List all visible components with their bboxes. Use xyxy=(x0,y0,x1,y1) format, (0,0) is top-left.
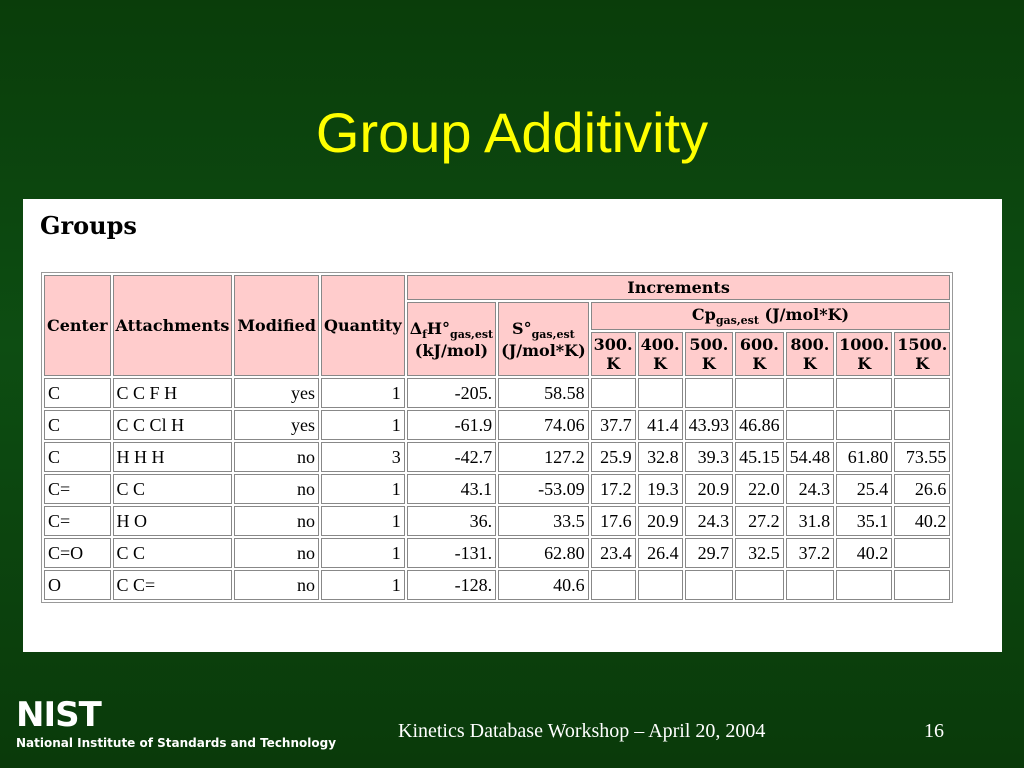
cell-cp: 35.1 xyxy=(836,506,892,536)
cell-cp: 26.4 xyxy=(638,538,683,568)
cell-cp: 41.4 xyxy=(638,410,683,440)
cell-quantity: 1 xyxy=(321,410,405,440)
cell-cp: 45.15 xyxy=(735,442,784,472)
header-temp xyxy=(638,332,683,376)
cell-cp: 32.5 xyxy=(735,538,784,568)
cell-attachments: C C xyxy=(113,538,233,568)
cell-quantity: 1 xyxy=(321,506,405,536)
header-quantity: Quantity xyxy=(321,275,405,376)
cell-cp xyxy=(894,410,950,440)
table-row xyxy=(44,474,950,504)
cell-cp xyxy=(786,410,835,440)
cell-enthalpy: 43.1 xyxy=(407,474,496,504)
cell-cp: 17.6 xyxy=(591,506,636,536)
cell-modified: no xyxy=(234,506,319,536)
temp-unit: K xyxy=(752,354,767,374)
cell-cp xyxy=(786,570,835,600)
temp-value: 400. xyxy=(640,335,680,355)
cell-enthalpy: -205. xyxy=(407,378,496,408)
table-row xyxy=(44,410,950,440)
cell-cp xyxy=(591,570,636,600)
cell-cp xyxy=(638,378,683,408)
cell-cp: 29.7 xyxy=(685,538,734,568)
groups-panel xyxy=(23,199,1002,652)
cell-modified: yes xyxy=(234,410,319,440)
footer-text: Kinetics Database Workshop – April 20, 2004 xyxy=(398,720,766,742)
cell-entropy: 127.2 xyxy=(498,442,589,472)
cell-enthalpy: -61.9 xyxy=(407,410,496,440)
temp-value: 1000. xyxy=(839,335,890,355)
temp-unit: K xyxy=(606,354,621,374)
cell-cp xyxy=(591,378,636,408)
temp-value: 300. xyxy=(593,335,633,355)
cell-cp: 54.48 xyxy=(786,442,835,472)
cell-cp xyxy=(836,378,892,408)
nist-logo xyxy=(16,696,120,734)
cell-cp: 40.2 xyxy=(894,506,950,536)
header-enthalpy xyxy=(407,302,496,376)
cell-entropy: 62.80 xyxy=(498,538,589,568)
header-center: Center xyxy=(44,275,111,376)
cell-cp xyxy=(685,378,734,408)
cell-cp: 37.2 xyxy=(786,538,835,568)
slide-title: Group Additivity xyxy=(315,101,709,164)
cell-cp xyxy=(836,410,892,440)
cell-attachments: H O xyxy=(113,506,233,536)
cell-cp: 25.4 xyxy=(836,474,892,504)
cell-attachments: C C Cl H xyxy=(113,410,233,440)
cell-center: C xyxy=(44,442,111,472)
table-row xyxy=(44,538,950,568)
table-row xyxy=(44,442,950,472)
groups-heading: Groups xyxy=(40,211,137,240)
cell-cp: 73.55 xyxy=(894,442,950,472)
temp-value: 600. xyxy=(739,335,779,355)
cell-cp: 32.8 xyxy=(638,442,683,472)
cell-cp xyxy=(638,570,683,600)
cell-center: O xyxy=(44,570,111,600)
cell-cp xyxy=(894,570,950,600)
cell-cp: 27.2 xyxy=(735,506,784,536)
cell-entropy: 74.06 xyxy=(498,410,589,440)
cell-enthalpy: -42.7 xyxy=(407,442,496,472)
cp-unit: (J/mol*K) xyxy=(764,305,850,324)
cell-modified: no xyxy=(234,570,319,600)
temp-value: 800. xyxy=(790,335,830,355)
cell-quantity: 1 xyxy=(321,538,405,568)
cell-modified: no xyxy=(234,538,319,568)
cell-modified: no xyxy=(234,474,319,504)
cell-cp: 46.86 xyxy=(735,410,784,440)
cell-cp: 24.3 xyxy=(786,474,835,504)
cell-cp: 39.3 xyxy=(685,442,734,472)
cell-entropy: 58.58 xyxy=(498,378,589,408)
cell-modified: no xyxy=(234,442,319,472)
header-temp xyxy=(786,332,835,376)
cell-cp xyxy=(836,570,892,600)
cell-cp: 25.9 xyxy=(591,442,636,472)
temp-value: 500. xyxy=(689,335,729,355)
enthalpy-symbol: H° xyxy=(426,318,451,338)
cell-cp xyxy=(735,378,784,408)
cell-entropy: -53.09 xyxy=(498,474,589,504)
cell-cp: 19.3 xyxy=(638,474,683,504)
table-row xyxy=(44,570,950,600)
groups-table xyxy=(41,272,953,603)
header-entropy xyxy=(498,302,589,376)
header-temp xyxy=(894,332,950,376)
cell-enthalpy: -131. xyxy=(407,538,496,568)
cell-cp: 17.2 xyxy=(591,474,636,504)
cell-center: C= xyxy=(44,474,111,504)
enthalpy-sub-f: f xyxy=(422,327,427,341)
temp-unit: K xyxy=(802,354,817,374)
cell-attachments: C C F H xyxy=(113,378,233,408)
cell-center: C xyxy=(44,410,111,440)
cell-entropy: 33.5 xyxy=(498,506,589,536)
header-attachments: Attachments xyxy=(113,275,233,376)
cell-center: C xyxy=(44,378,111,408)
cell-cp xyxy=(894,378,950,408)
nist-logo-icon xyxy=(16,696,120,730)
header-temp xyxy=(591,332,636,376)
header-increments: Increments xyxy=(407,275,951,300)
cell-quantity: 3 xyxy=(321,442,405,472)
header-temp xyxy=(836,332,892,376)
header-modified: Modified xyxy=(234,275,319,376)
cell-cp: 23.4 xyxy=(591,538,636,568)
cell-cp: 26.6 xyxy=(894,474,950,504)
entropy-unit: (J/mol*K) xyxy=(501,340,586,360)
entropy-sub: gas,est xyxy=(531,327,575,341)
cell-attachments: C C xyxy=(113,474,233,504)
cell-cp xyxy=(786,378,835,408)
cell-cp xyxy=(685,570,734,600)
temp-value: 1500. xyxy=(897,335,948,355)
temp-unit: K xyxy=(701,354,716,374)
cell-modified: yes xyxy=(234,378,319,408)
org-name: National Institute of Standards and Technology xyxy=(16,736,337,750)
cell-cp: 37.7 xyxy=(591,410,636,440)
cell-center: C=O xyxy=(44,538,111,568)
header-temp xyxy=(735,332,784,376)
header-temp xyxy=(685,332,734,376)
cell-enthalpy: 36. xyxy=(407,506,496,536)
cell-attachments: H H H xyxy=(113,442,233,472)
table-row xyxy=(44,378,950,408)
cell-enthalpy: -128. xyxy=(407,570,496,600)
cell-quantity: 1 xyxy=(321,378,405,408)
enthalpy-unit: (kJ/mol) xyxy=(414,340,489,360)
cell-cp: 20.9 xyxy=(685,474,734,504)
cell-cp xyxy=(735,570,784,600)
cell-cp xyxy=(894,538,950,568)
header-heat-capacity xyxy=(591,302,951,330)
cell-quantity: 1 xyxy=(321,474,405,504)
cell-cp: 20.9 xyxy=(638,506,683,536)
temp-unit: K xyxy=(915,354,930,374)
cell-cp: 22.0 xyxy=(735,474,784,504)
cell-cp: 61.80 xyxy=(836,442,892,472)
enthalpy-sub: gas,est xyxy=(450,327,494,341)
cell-attachments: C C= xyxy=(113,570,233,600)
cell-quantity: 1 xyxy=(321,570,405,600)
cp-sub: gas,est xyxy=(715,314,759,328)
enthalpy-delta: Δ xyxy=(409,318,423,338)
cell-cp: 43.93 xyxy=(685,410,734,440)
cell-cp: 40.2 xyxy=(836,538,892,568)
cp-symbol: Cp xyxy=(691,305,716,324)
page-number: 16 xyxy=(924,720,944,742)
temp-unit: K xyxy=(857,354,872,374)
cell-cp: 24.3 xyxy=(685,506,734,536)
cell-cp: 31.8 xyxy=(786,506,835,536)
temp-unit: K xyxy=(653,354,668,374)
cell-center: C= xyxy=(44,506,111,536)
cell-entropy: 40.6 xyxy=(498,570,589,600)
entropy-symbol: S° xyxy=(512,318,532,338)
nist-logo-text: NIST xyxy=(16,696,101,730)
groups-table-body xyxy=(44,378,950,600)
table-row xyxy=(44,506,950,536)
